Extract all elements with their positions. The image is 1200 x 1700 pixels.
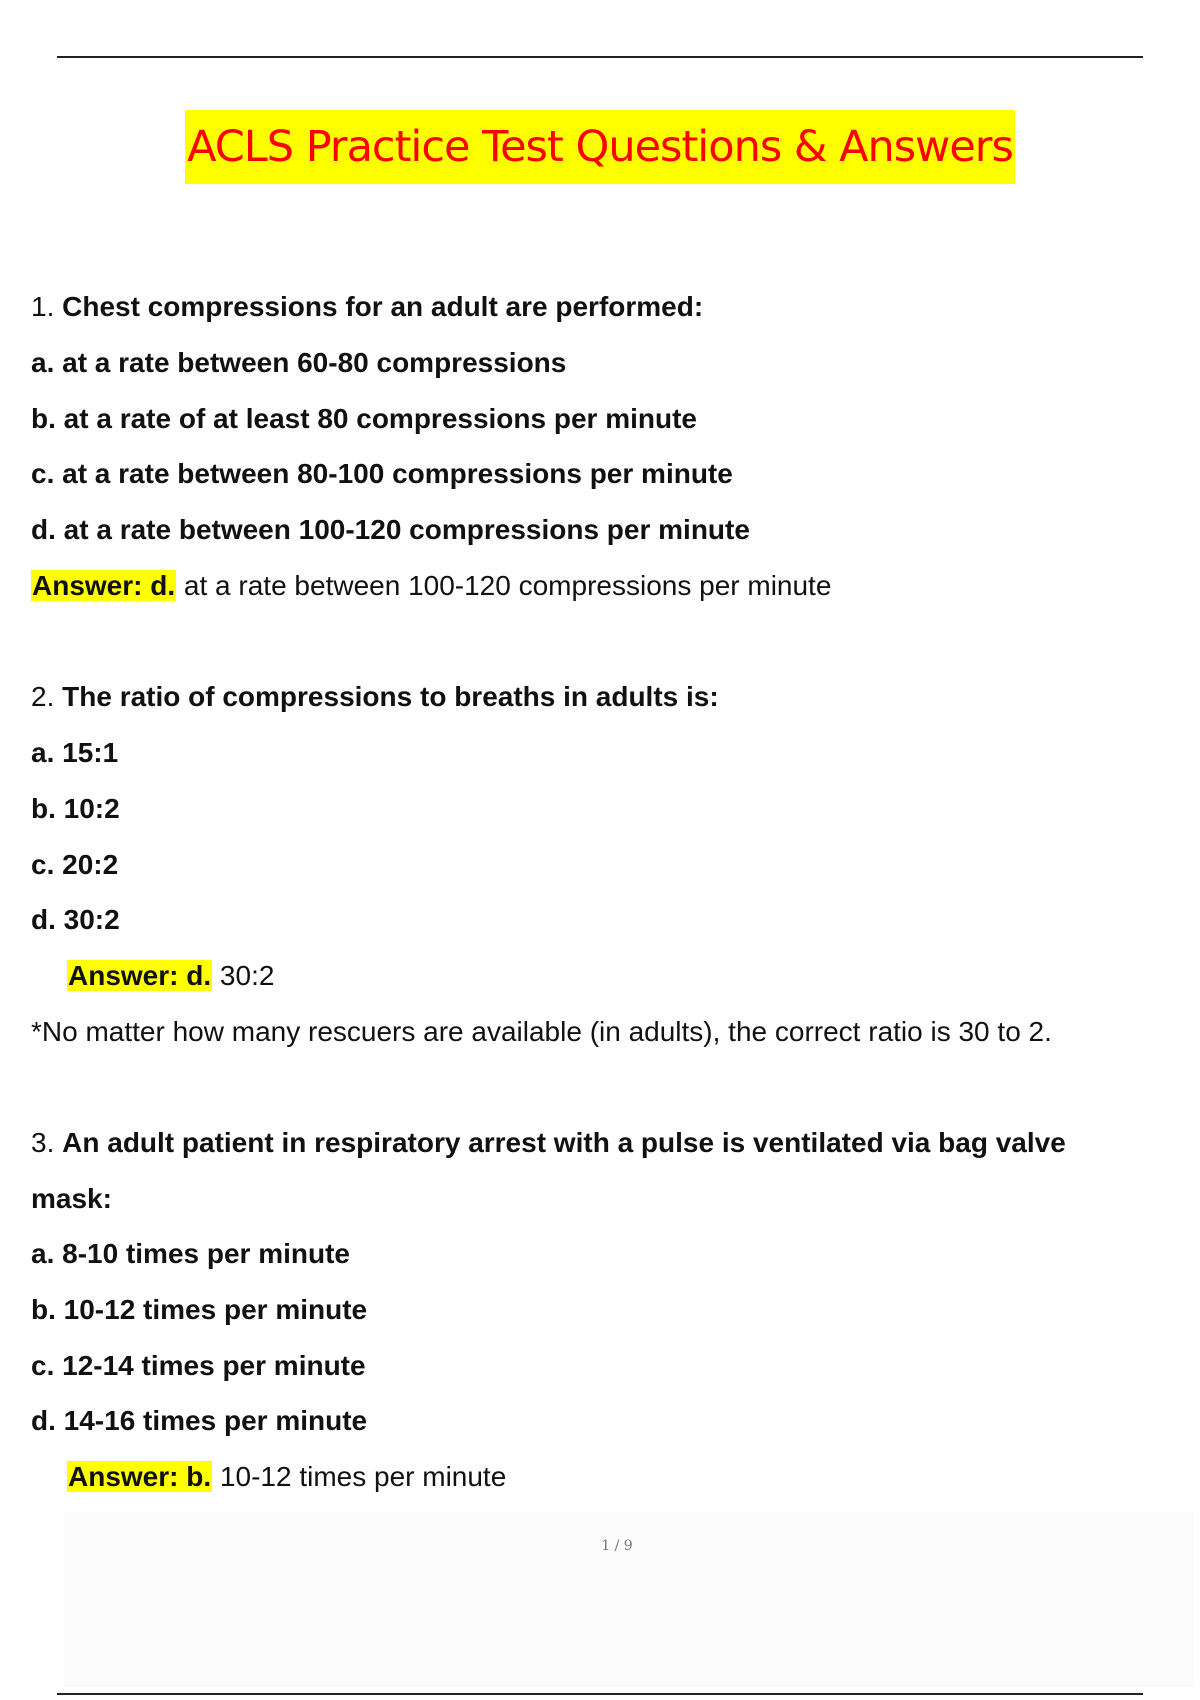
answer-label: Answer: d. [68,960,212,991]
question-number: 2. [31,681,55,712]
title-container [0,110,1200,184]
option-1b: b. at a rate of at least 80 compressions per minute [31,403,697,434]
top-rule [57,56,1143,58]
bottom-rule [57,1693,1143,1695]
question-text-line1: An adult patient in respiratory arrest with a pulse is ventilated via bag valve [62,1127,1066,1158]
question-text: The ratio of compressions to breaths in adults is: [62,681,719,712]
answer-1 [31,566,831,606]
question-text: Chest compressions for an adult are performed: [62,291,704,322]
option-3c: c. 12-14 times per minute [31,1350,366,1381]
option-1c: c. at a rate between 80-100 compressions per minute [31,458,733,489]
option-2b: b. 10:2 [31,793,120,824]
option-2a: a. 15:1 [31,737,119,768]
question-text-line2: mask: [31,1183,112,1214]
page-indicator: 1 / 9 [601,1538,633,1554]
question-3 [31,1123,1066,1163]
question-number: 1. [31,291,55,322]
answer-2 [67,956,274,996]
answer-label: Answer: d. [32,570,176,601]
answer-text: 10-12 times per minute [219,1461,507,1492]
document-title: ACLS Practice Test Questions & Answers [185,110,1015,184]
answer-2-note: *No matter how many rescuers are available (in adults), the correct ratio is 30 to 2. [31,1016,1052,1047]
answer-text: at a rate between 100-120 compressions per minute [183,570,832,601]
question-2 [31,677,719,717]
answer-3 [67,1457,506,1497]
answer-label: Answer: b. [68,1461,212,1492]
question-number: 3. [31,1127,55,1158]
option-1d: d. at a rate between 100-120 compressions per minute [31,514,750,545]
option-1a: a. at a rate between 60-80 compressions [31,347,567,378]
option-2c: c. 20:2 [31,849,119,880]
option-2d: d. 30:2 [31,904,120,935]
question-1 [31,287,703,327]
answer-text: 30:2 [219,960,275,991]
option-3b: b. 10-12 times per minute [31,1294,368,1325]
option-3d: d. 14-16 times per minute [31,1405,368,1436]
option-3a: a. 8-10 times per minute [31,1238,351,1269]
